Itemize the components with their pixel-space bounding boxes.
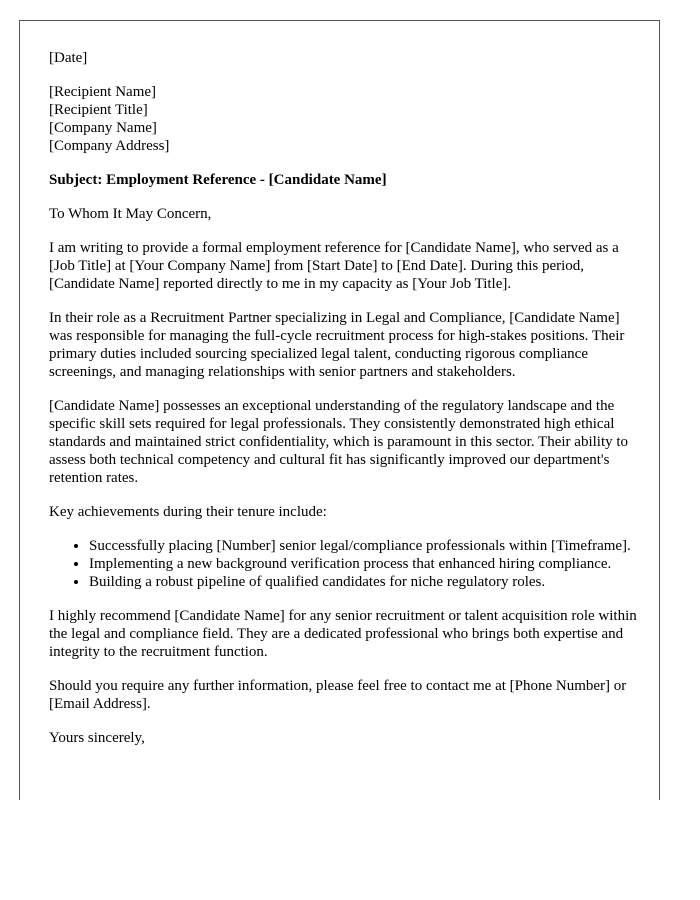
list-item: • Successfully placing [Number] senior legal/compliance professionals within [Timeframe]. xyxy=(89,537,644,555)
achievements-list xyxy=(49,537,644,591)
list-item: • Building a robust pipeline of qualified candidates for niche regulatory roles. xyxy=(89,573,644,591)
letter-salutation: To Whom It May Concern, xyxy=(49,206,212,222)
letter-closing: Yours sincerely, xyxy=(49,730,145,746)
paragraph-contact: Should you require any further information, please feel free to contact me at [Phone Number] or [Email Address]. xyxy=(49,678,627,712)
list-item: • Implementing a new background verification process that enhanced hiring compliance. xyxy=(89,555,644,573)
recipient-address: [Company Address] xyxy=(49,138,170,154)
recipient-title: [Recipient Title] xyxy=(49,102,148,118)
paragraph-qualities: [Candidate Name] possesses an exceptional understanding of the regulatory landscape and the specific skill sets required for legal professionals. They consistently demonstrated high ethical standards and maintained strict confidentiality, which is paramount in this sector. Their ability to assess both technical competency and cultural fit has significantly improved our department's retention rates. xyxy=(49,398,629,486)
recipient-block xyxy=(49,83,644,155)
paragraph-introduction: I am writing to provide a formal employment reference for [Candidate Name], who served as a [Job Title] at [Your Company Name] from [Start Date] to [End Date]. During this period, [Candidate Name] reported directly to me in my capacity as [Your Job Title]. xyxy=(49,240,619,292)
achievements-intro: Key achievements during their tenure include: xyxy=(49,504,327,520)
paragraph-recommendation: I highly recommend [Candidate Name] for any senior recruitment or talent acquisition role within the legal and compliance field. They are a dedicated professional who brings both expertise and integrity to the recruitment function. xyxy=(49,608,637,660)
letter-page xyxy=(19,20,660,800)
letter-subject: Subject: Employment Reference - [Candidate Name] xyxy=(49,172,387,188)
recipient-name: [Recipient Name] xyxy=(49,84,157,100)
paragraph-role: In their role as a Recruitment Partner specializing in Legal and Compliance, [Candidate Name] was responsible for managing the full-cycle recruitment process for high-stakes positions. Their primary duties included sourcing specialized legal talent, conducting rigorous compliance screenings, and managing relationships with senior partners and stakeholders. xyxy=(49,310,625,380)
letter-date: [Date] xyxy=(49,50,88,66)
letter-body xyxy=(49,49,644,763)
recipient-company: [Company Name] xyxy=(49,120,157,136)
